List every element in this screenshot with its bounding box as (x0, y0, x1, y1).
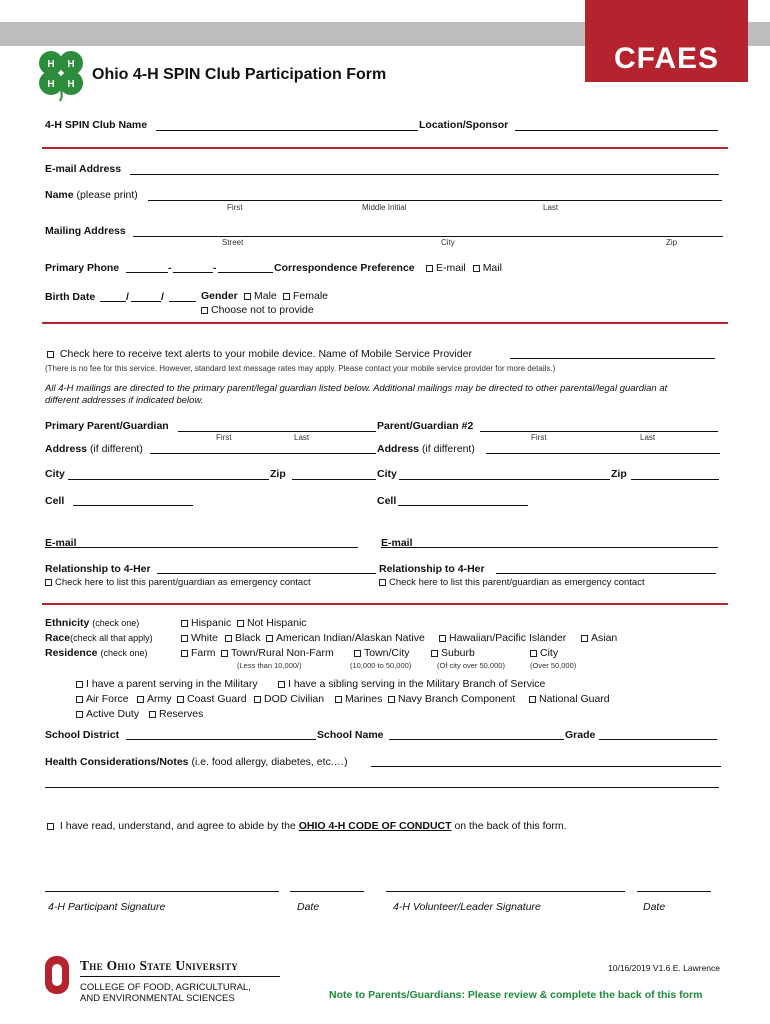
divider (42, 322, 728, 324)
birth-sep-1: / (126, 291, 129, 303)
health-hint: (i.e. food allergy, diabetes, etc.…) (191, 756, 348, 768)
residence-suburb-checkbox[interactable] (431, 650, 438, 657)
grade-label: Grade (565, 729, 596, 741)
name-label-text: Name (45, 189, 74, 201)
residence-farm-text: Farm (191, 647, 216, 659)
mailing-sub-city: City (441, 238, 455, 247)
ethnicity-hispanic-option (181, 617, 231, 629)
participant-signature-field[interactable] (45, 891, 279, 892)
correspondence-mail-checkbox[interactable] (473, 265, 480, 272)
guardian2-relationship-field[interactable] (496, 573, 716, 574)
military-national-guard-checkbox[interactable] (529, 696, 536, 703)
health-label (45, 756, 348, 768)
military-navy-option (388, 693, 515, 705)
residence-town-city-option (354, 647, 410, 659)
gender-female-text: Female (293, 290, 329, 302)
version-text: 10/16/2019 V1.6 E. Lawrence (608, 963, 720, 973)
text-alerts-text: Check here to receive text alerts to your mobile device. Name of Mobile Service Provider (59, 348, 472, 360)
guardian1-emergency-option (45, 577, 311, 588)
guardian1-address-label (45, 443, 143, 455)
race-asian-option (581, 632, 617, 644)
military-army-option (137, 693, 172, 705)
health-label-text: Health Considerations/Notes (45, 756, 189, 768)
guardian2-cell-label: Cell (377, 495, 397, 507)
residence-label-text: Residence (45, 647, 98, 659)
school-name-label: School Name (317, 729, 384, 741)
gender-none-option (201, 304, 314, 316)
race-american-indian-text: American Indian/Alaskan Native (276, 632, 425, 644)
birth-day-field[interactable] (131, 301, 161, 302)
race-white-text: White (191, 632, 218, 644)
ethnicity-not-hispanic-checkbox[interactable] (237, 620, 244, 627)
military-air-force-text: Air Force (86, 693, 129, 705)
guardian2-email-field[interactable] (381, 547, 718, 548)
ethnicity-hispanic-text: Hispanic (191, 617, 232, 629)
birth-year-field[interactable] (169, 301, 196, 302)
leader-signature-field[interactable] (386, 891, 625, 892)
ethnicity-not-hispanic-text: Not Hispanic (247, 617, 307, 629)
ethnicity-hispanic-checkbox[interactable] (181, 620, 188, 627)
guardian1-relationship-label: Relationship to 4-Her (45, 563, 151, 575)
guardian1-emergency-checkbox[interactable] (45, 579, 52, 586)
military-marines-checkbox[interactable] (335, 696, 342, 703)
military-parent-option (76, 678, 258, 690)
guardian2-zip-label: Zip (611, 468, 627, 480)
date2-label: Date (643, 901, 666, 913)
gender-none-checkbox[interactable] (201, 307, 208, 314)
divider (42, 603, 728, 605)
gender-male-text: Male (254, 290, 277, 302)
residence-suburb-text: Suburb (441, 647, 475, 659)
residence-note-4: (Over 50,000) (530, 661, 577, 670)
guardian1-zip-field[interactable] (292, 479, 376, 480)
mailing-label: Mailing Address (45, 225, 126, 237)
clover-leaf-text: H (67, 59, 75, 70)
military-sibling-checkbox[interactable] (278, 681, 285, 688)
guardian2-emergency-text: Check here to list this parent/guardian as emergency contact (389, 577, 645, 588)
military-marines-text: Marines (345, 693, 383, 705)
military-coast-guard-text: Coast Guard (187, 693, 247, 705)
guardian1-address-field[interactable] (150, 453, 376, 454)
guardian1-cell-label: Cell (45, 495, 65, 507)
code-of-conduct-link[interactable]: OHIO 4-H CODE OF CONDUCT (298, 820, 452, 832)
clover-logo-icon (34, 46, 88, 102)
guardian2-relationship-label: Relationship to 4-Her (379, 563, 485, 575)
military-navy-checkbox[interactable] (388, 696, 395, 703)
guardian2-sub-first: First (531, 433, 547, 442)
guardian2-address-field[interactable] (486, 453, 720, 454)
military-air-force-checkbox[interactable] (76, 696, 83, 703)
divider (42, 147, 728, 149)
guardian1-sub-first: First (216, 433, 232, 442)
military-dod-text: DOD Civilian (264, 693, 325, 705)
military-dod-option (254, 693, 324, 705)
race-american-indian-checkbox[interactable] (266, 635, 273, 642)
guardian1-address-text: Address (45, 443, 88, 455)
race-white-option (181, 632, 218, 644)
guardian2-email-label: E-mail (381, 537, 413, 549)
guardian1-name-field[interactable] (178, 431, 376, 432)
parents-note: Note to Parents/Guardians: Please review & complete the back of this form (329, 989, 703, 1001)
mailing-sub-zip: Zip (666, 238, 678, 247)
birth-label: Birth Date (45, 291, 96, 303)
residence-farm-checkbox[interactable] (181, 650, 188, 657)
name-label (45, 189, 138, 201)
residence-note-2: (10,000 to 50,000) (350, 661, 412, 670)
phone-field-2[interactable] (173, 272, 213, 273)
military-coast-guard-checkbox[interactable] (177, 696, 184, 703)
military-national-guard-text: National Guard (539, 693, 610, 705)
military-army-text: Army (147, 693, 172, 705)
grade-field[interactable] (599, 739, 717, 740)
phone-label: Primary Phone (45, 262, 120, 274)
clover-leaf-text: H (47, 79, 55, 90)
text-alerts-row (47, 348, 472, 360)
race-asian-checkbox[interactable] (581, 635, 588, 642)
school-district-field[interactable] (126, 739, 316, 740)
ethnicity-hint: (check one) (92, 618, 140, 628)
guardian1-zip-label: Zip (270, 468, 286, 480)
military-parent-text: I have a parent serving in the Military (86, 678, 258, 690)
health-field-2[interactable] (45, 787, 719, 788)
guardian2-address-label (377, 443, 475, 455)
mailing-field[interactable] (133, 236, 723, 237)
participant-signature-label: 4-H Participant Signature (48, 901, 166, 913)
guardian2-sub-last: Last (640, 433, 656, 442)
mobile-provider-field[interactable] (510, 358, 715, 359)
military-coast-guard-option (177, 693, 247, 705)
health-field-1[interactable] (371, 766, 721, 767)
mailings-note-line1: All 4-H mailings are directed to the primary parent/legal guardian listed below. Additional mailings may be directed to other parental/legal guardian at (45, 383, 668, 394)
race-hint: (check all that apply) (70, 633, 153, 643)
code-of-conduct-post: on the back of this form. (454, 820, 567, 832)
residence-note-1: (Less than 10,000/) (237, 661, 302, 670)
military-marines-option (335, 693, 382, 705)
gender-female-option (283, 290, 328, 302)
phone-sep-2: - (213, 262, 217, 274)
phone-field-3[interactable] (218, 272, 273, 273)
residence-town-rural-option (221, 647, 334, 659)
race-black-option (225, 632, 261, 644)
military-army-checkbox[interactable] (137, 696, 144, 703)
email-field[interactable] (130, 174, 719, 175)
correspondence-label: Correspondence Preference (274, 262, 415, 274)
military-active-duty-checkbox[interactable] (76, 711, 83, 718)
phone-field-1[interactable] (126, 272, 168, 273)
guardian1-emergency-text: Check here to list this parent/guardian as emergency contact (55, 577, 311, 588)
text-alerts-checkbox[interactable] (47, 351, 54, 358)
form-title: Ohio 4-H SPIN Club Participation Form (92, 66, 387, 83)
guardian1-email-label: E-mail (45, 537, 77, 549)
name-sub-middle: Middle Initial (362, 203, 407, 212)
osu-wordmark: The Ohio State University (80, 958, 239, 973)
birth-month-field[interactable] (100, 301, 126, 302)
code-of-conduct-checkbox[interactable] (47, 823, 54, 830)
race-white-checkbox[interactable] (181, 635, 188, 642)
guardian2-city-field[interactable] (399, 479, 610, 480)
gender-male-checkbox[interactable] (244, 293, 251, 300)
residence-town-city-text: Town/City (364, 647, 410, 659)
name-hint: (please print) (76, 189, 138, 201)
leader-signature-label: 4-H Volunteer/Leader Signature (393, 901, 541, 913)
military-navy-text: Navy Branch Component (398, 693, 516, 705)
guardian1-label: Primary Parent/Guardian (45, 420, 169, 432)
military-sibling-option (278, 678, 545, 690)
location-field[interactable] (515, 130, 718, 131)
military-reserves-option (149, 708, 203, 720)
military-national-guard-option (529, 693, 610, 705)
residence-suburb-option (431, 647, 475, 659)
clover-leaf-text: H (47, 59, 55, 70)
ethnicity-label (45, 617, 139, 629)
race-american-indian-option (266, 632, 425, 644)
correspondence-options (426, 262, 502, 274)
military-parent-checkbox[interactable] (76, 681, 83, 688)
race-hawaiian-text: Hawaiian/Pacific Islander (449, 632, 567, 644)
guardian2-address-text: Address (377, 443, 420, 455)
correspondence-email-checkbox[interactable] (426, 265, 433, 272)
residence-town-rural-checkbox[interactable] (221, 650, 228, 657)
guardian2-emergency-checkbox[interactable] (379, 579, 386, 586)
race-black-text: Black (235, 632, 261, 644)
military-reserves-text: Reserves (159, 708, 204, 720)
correspondence-mail-text: Mail (482, 262, 502, 274)
race-black-checkbox[interactable] (225, 635, 232, 642)
osu-wordmark-rule (80, 976, 280, 977)
mailings-note-line2: different addresses if indicated below. (45, 395, 204, 406)
clover-leaf-text: H (67, 79, 75, 90)
college-line-2: AND ENVIRONMENTAL SCIENCES (80, 993, 235, 1004)
race-asian-text: Asian (591, 632, 618, 644)
correspondence-email-text: E-mail (436, 262, 466, 274)
guardian1-email-field[interactable] (45, 547, 358, 548)
gender-male-option (244, 290, 277, 302)
name-field[interactable] (148, 200, 722, 201)
gender-female-checkbox[interactable] (283, 293, 290, 300)
guardian1-sub-last: Last (294, 433, 310, 442)
school-name-field[interactable] (389, 739, 564, 740)
residence-town-rural-text: Town/Rural Non-Farm (231, 647, 334, 659)
date1-label: Date (297, 901, 320, 913)
residence-note-3: (Of city over 50,000) (437, 661, 505, 670)
military-reserves-checkbox[interactable] (149, 711, 156, 718)
ethnicity-not-hispanic-option (237, 617, 307, 629)
club-name-label: 4-H SPIN Club Name (45, 119, 148, 131)
military-air-force-option (76, 693, 129, 705)
race-hawaiian-checkbox[interactable] (439, 635, 446, 642)
name-sub-first: First (227, 203, 243, 212)
location-label: Location/Sponsor (419, 119, 509, 131)
text-alerts-note: (There is no fee for this service. However, standard text message rates may apply. Please contact your mobile service provider for more details.) (45, 364, 556, 373)
guardian2-emergency-option (379, 577, 645, 588)
birth-sep-2: / (161, 291, 164, 303)
guardian1-city-label: City (45, 468, 65, 480)
residence-farm-option (181, 647, 216, 659)
residence-town-city-checkbox[interactable] (354, 650, 361, 657)
residence-city-text: City (540, 647, 559, 659)
cfaes-logo-text: CFAES (613, 42, 720, 75)
residence-hint: (check one) (100, 648, 148, 658)
code-of-conduct-pre: I have read, understand, and agree to abide by the (59, 820, 296, 832)
guardian1-relationship-field[interactable] (157, 573, 376, 574)
code-of-conduct-row (47, 820, 567, 832)
block-o-logo-icon (44, 955, 70, 995)
military-dod-checkbox[interactable] (254, 696, 261, 703)
military-active-duty-text: Active Duty (86, 708, 140, 720)
guardian2-cell-field[interactable] (398, 505, 528, 506)
race-label (45, 632, 153, 644)
gender-label: Gender (201, 290, 238, 302)
guardian2-label: Parent/Guardian #2 (377, 420, 474, 432)
military-sibling-text: I have a sibling serving in the Military Branch of Service (288, 678, 546, 690)
ethnicity-label-text: Ethnicity (45, 617, 90, 629)
guardian1-address-hint: (if different) (89, 443, 143, 455)
guardian2-zip-field[interactable] (631, 479, 719, 480)
race-hawaiian-option (439, 632, 566, 644)
guardian2-city-label: City (377, 468, 397, 480)
residence-city-checkbox[interactable] (530, 650, 537, 657)
guardian2-name-field[interactable] (480, 431, 718, 432)
name-sub-last: Last (543, 203, 559, 212)
email-label: E-mail Address (45, 163, 122, 175)
military-active-duty-option (76, 708, 139, 720)
guardian2-address-hint: (if different) (421, 443, 475, 455)
gender-none-text: Choose not to provide (211, 304, 314, 316)
guardian1-city-field[interactable] (68, 479, 269, 480)
race-label-text: Race (45, 632, 71, 644)
date2-field[interactable] (637, 891, 711, 892)
mailing-sub-street: Street (222, 238, 244, 247)
club-name-field[interactable] (156, 130, 418, 131)
school-district-label: School District (45, 729, 120, 741)
college-line-1: COLLEGE OF FOOD, AGRICULTURAL, (80, 982, 251, 993)
phone-sep-1: - (168, 262, 172, 274)
residence-label (45, 647, 147, 659)
guardian1-cell-field[interactable] (73, 505, 193, 506)
date1-field[interactable] (290, 891, 364, 892)
residence-city-option (530, 647, 558, 659)
